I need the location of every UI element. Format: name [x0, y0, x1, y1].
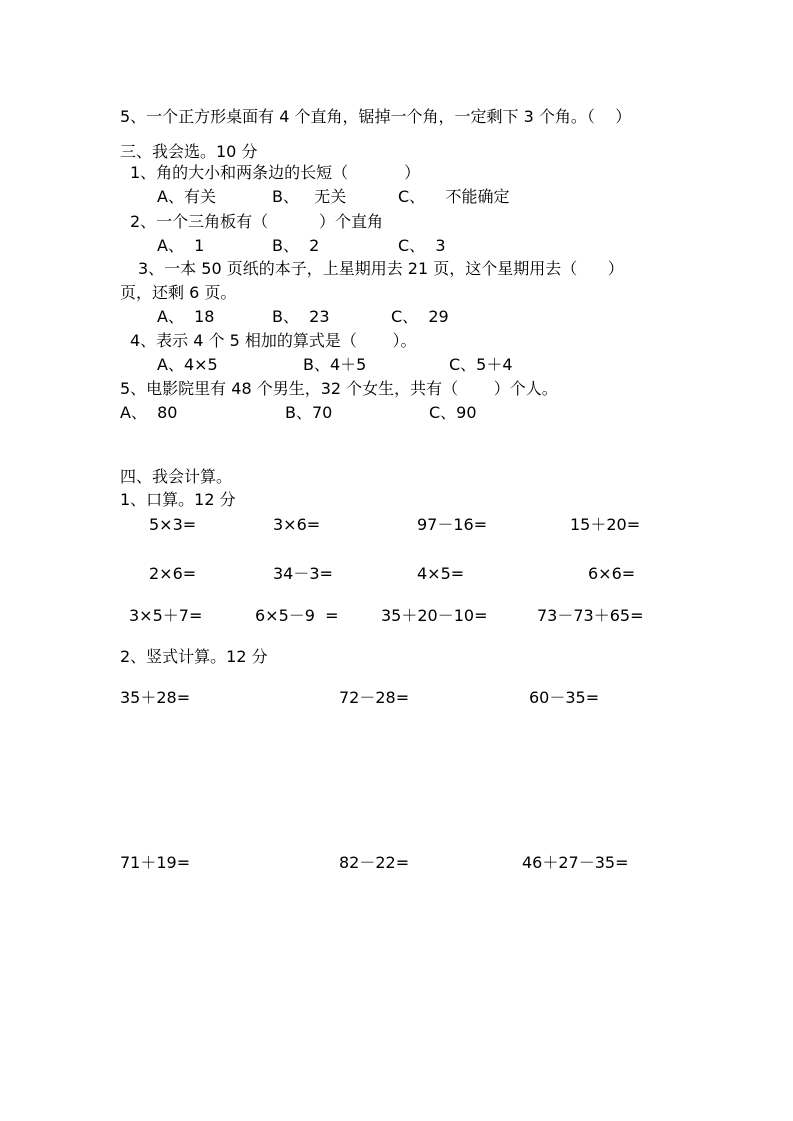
- choice-q2-option-a: A、 1: [157, 236, 205, 255]
- choice-q1-stem: 1、角的大小和两条边的长短（ ）: [130, 163, 421, 182]
- choice-q3-option-c: C、 29: [391, 307, 449, 326]
- choice-q5-option-c: C、90: [429, 403, 477, 422]
- choice-q3-option-a: A、 18: [157, 307, 215, 326]
- mental-math-item: 15＋20=: [570, 515, 641, 534]
- mental-math-item: 3×6=: [273, 515, 321, 534]
- choice-q3-option-b: B、 23: [272, 307, 330, 326]
- column-calc-title: 2、竖式计算。12 分: [120, 647, 268, 666]
- choice-q5-option-a: A、 80: [120, 403, 178, 422]
- choice-q3-stem-continued: 页，还剩 6 页。: [120, 283, 237, 302]
- choice-q2-stem: 2、一个三角板有（ ）个直角: [130, 212, 384, 231]
- mental-math-item: 35＋20－10=: [381, 606, 488, 625]
- column-calc-item: 72－28=: [339, 688, 410, 707]
- mental-math-item: 97－16=: [417, 515, 488, 534]
- choice-q3-stem: 3、一本 50 页纸的本子，上星期用去 21 页，这个星期用去（ ）: [138, 259, 624, 278]
- mental-math-item: 2×6=: [149, 564, 197, 583]
- mental-math-item: 6×6=: [588, 564, 636, 583]
- column-calc-item: 60－35=: [529, 688, 600, 707]
- mental-math-item: 73－73＋65=: [537, 606, 644, 625]
- mental-math-item: 3×5＋7=: [129, 606, 203, 625]
- choice-q1-option-c: C、 不能确定: [398, 187, 510, 206]
- choice-q4-option-a: A、4×5: [157, 355, 218, 374]
- true-false-question-5: 5、一个正方形桌面有 4 个直角，锯掉一个角，一定剩下 3 个角。（ ）: [120, 107, 632, 126]
- choice-q2-option-c: C、 3: [398, 236, 446, 255]
- choice-q1-option-b: B、 无关: [272, 187, 347, 206]
- section-4-title: 四、我会计算。: [120, 467, 233, 486]
- column-calc-item: 82－22=: [339, 853, 410, 872]
- mental-math-title: 1、口算。12 分: [120, 490, 236, 509]
- column-calc-item: 35＋28=: [120, 688, 191, 707]
- mental-math-item: 5×3=: [149, 515, 197, 534]
- mental-math-item: 6×5－9 =: [255, 606, 339, 625]
- choice-q1-option-a: A、有关: [157, 187, 216, 206]
- choice-q4-stem: 4、表示 4 个 5 相加的算式是（ ）。: [130, 331, 417, 350]
- column-calc-item: 71＋19=: [120, 853, 191, 872]
- choice-q4-option-c: C、5＋4: [449, 355, 513, 374]
- choice-q2-option-b: B、 2: [272, 236, 320, 255]
- choice-q5-option-b: B、70: [285, 403, 333, 422]
- choice-q5-stem: 5、电影院里有 48 个男生，32 个女生，共有（ ）个人。: [120, 379, 558, 398]
- mental-math-item: 4×5=: [417, 564, 465, 583]
- choice-q4-option-b: B、4＋5: [303, 355, 367, 374]
- column-calc-item: 46＋27－35=: [522, 853, 629, 872]
- section-3-title: 三、我会选。10 分: [120, 142, 258, 161]
- mental-math-item: 34－3=: [273, 564, 333, 583]
